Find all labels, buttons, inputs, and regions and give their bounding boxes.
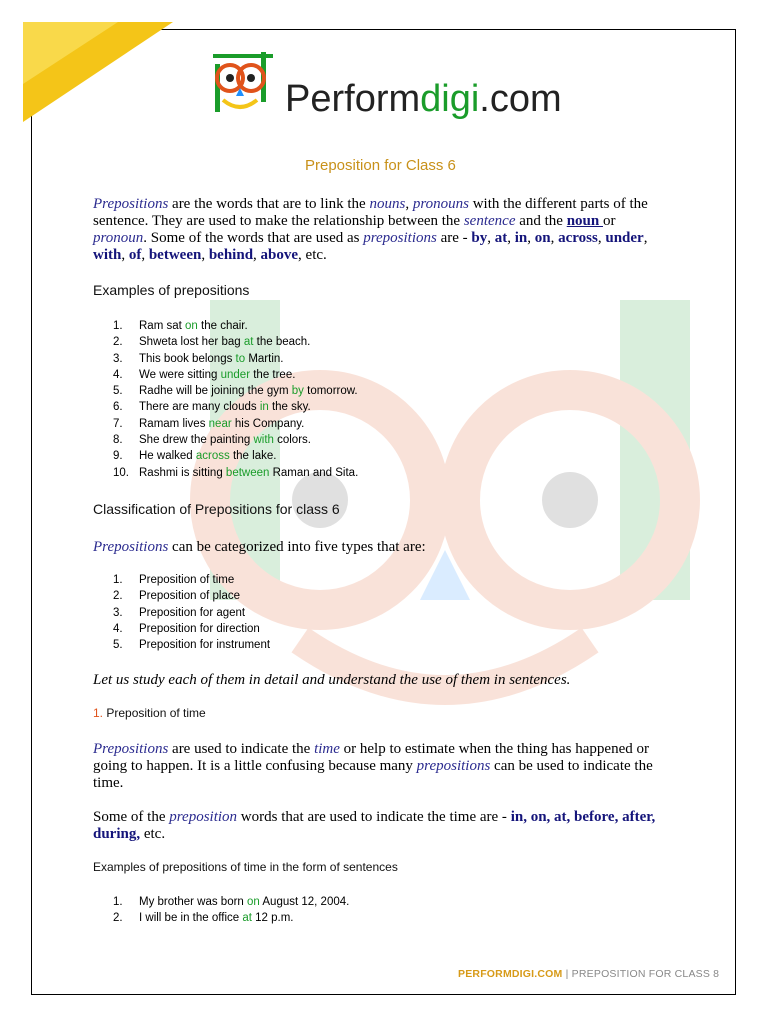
list-item: 4. Preposition for direction	[113, 622, 260, 635]
corner-ribbon-decoration	[23, 22, 173, 122]
list-item: 1. Preposition of time	[113, 574, 235, 586]
list-item: 1. Ram sat on the chair.	[113, 320, 248, 332]
page-title: Preposition for Class 6	[305, 157, 456, 174]
pd-face-icon	[205, 50, 285, 116]
list-item: 4. We were sitting under the tree.	[113, 368, 296, 381]
list-item: 5. Radhe will be joining the gym by tomorrow.	[113, 385, 358, 398]
performdigi-logo	[205, 50, 625, 120]
time-examples-heading: Examples of prepositions of time in the form of sentences	[93, 860, 398, 874]
list-item: 6. There are many clouds in the sky.	[113, 401, 311, 414]
classification-intro: Prepositions can be categorized into five types that are:	[93, 539, 426, 555]
list-item: 3. This book belongs to Martin.	[113, 352, 284, 365]
examples-list	[113, 318, 358, 481]
time-paragraph: Prepositions are used to indicate the time or help to estimate when the thing has happened or going to happen. It is a little confusing because many prepositions can be used to indicate the time.	[93, 741, 653, 791]
page-footer: PERFORMDIGI.COM | PREPOSITION FOR CLASS 8	[458, 968, 720, 980]
list-item: 10. Rashmi is sitting between Raman and Sita.	[113, 466, 359, 479]
study-line: Let us study each of them in detail and understand the use of them in sentences.	[93, 672, 571, 688]
types-list	[113, 572, 270, 653]
classification-heading: Classification of Prepositions for class 6	[93, 501, 340, 517]
list-item: 3. Preposition for agent	[113, 606, 246, 619]
list-item: 2. Shweta lost her bag at the beach.	[113, 336, 311, 349]
list-item: 5. Preposition for instrument	[113, 639, 271, 652]
intro-paragraph: Prepositions are the words that are to link the nouns, pronouns with the different parts of the sentence. They are used to make the relationship between the sentence and the noun or pronoun. Some of the words that are used as prepositions are - by, at, in, on, across, under, with, of, between, behind, above, etc.	[93, 196, 648, 263]
list-item: 2. I will be in the office at 12 p.m.	[113, 912, 294, 925]
examples-heading: Examples of prepositions	[93, 282, 250, 298]
list-item: 2. Preposition of place	[113, 590, 241, 603]
list-item: 1. My brother was born on August 12, 2004.	[113, 896, 350, 908]
list-item: 8. She drew the painting with colors.	[113, 434, 311, 447]
logo-wordmark: Performdigi.com	[285, 78, 562, 120]
list-item: 7. Ramam lives near his Company.	[113, 417, 305, 430]
list-item: 9. He walked across the lake.	[113, 450, 277, 463]
time-words-paragraph: Some of the preposition words that are used to indicate the time are - in, on, at, before, after, during, etc.	[93, 809, 656, 842]
section-heading-time: 1. Preposition of time	[93, 706, 206, 720]
time-examples-list	[113, 894, 349, 927]
